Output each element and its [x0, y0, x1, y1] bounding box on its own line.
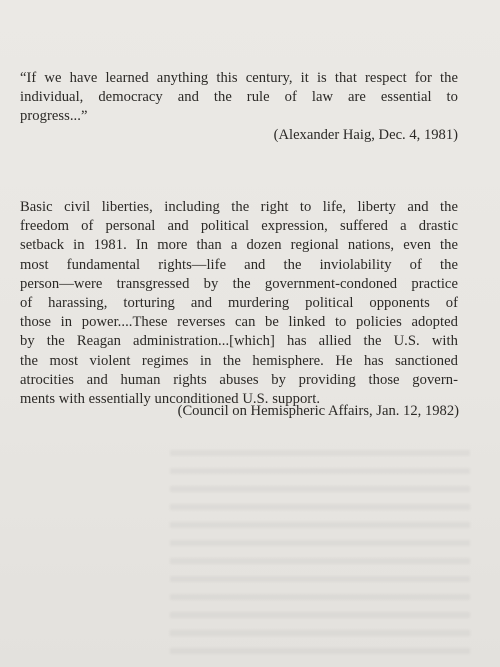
quote-line: ments with essentially unconditioned U.S. support.: [20, 391, 321, 408]
quote-line: freedom of personal and political expression, suffered a drastic: [20, 218, 458, 235]
quote-line: setback in 1981. In more than a dozen regional nations, even the: [20, 237, 458, 254]
coha-attribution: (Council on Hemispheric Affairs, Jan. 12, 1982): [177, 403, 459, 419]
coha-quote: [20, 198, 458, 409]
quote-line: “If we have learned anything this century, it is that respect for the: [20, 70, 458, 86]
quote-line: progress...”: [20, 108, 88, 124]
quote-line: those in power....These reverses can be linked to policies adopted: [20, 314, 458, 331]
quote-line: most fundamental rights—life and the inviolability of the: [20, 256, 458, 273]
quote-line: person—were transgressed by the government-condoned practice: [20, 275, 458, 292]
quote-line: of harassing, torturing and murdering political opponents of: [20, 295, 458, 312]
haig-attribution: (Alexander Haig, Dec. 4, 1981): [273, 127, 458, 143]
quote-line: atrocities and human rights abuses by providing those govern-: [20, 371, 458, 388]
quote-line: the most violent regimes in the hemisphere. He has sanctioned: [20, 352, 458, 369]
haig-quote: [20, 69, 458, 126]
quote-line: by the Reagan administration...[which] has allied the U.S. with: [20, 333, 458, 350]
quote-line: individual, democracy and the rule of law are essential to: [20, 89, 458, 105]
quote-line: Basic civil liberties, including the right to life, liberty and the: [20, 199, 458, 215]
bleed-through-text: [170, 450, 470, 665]
